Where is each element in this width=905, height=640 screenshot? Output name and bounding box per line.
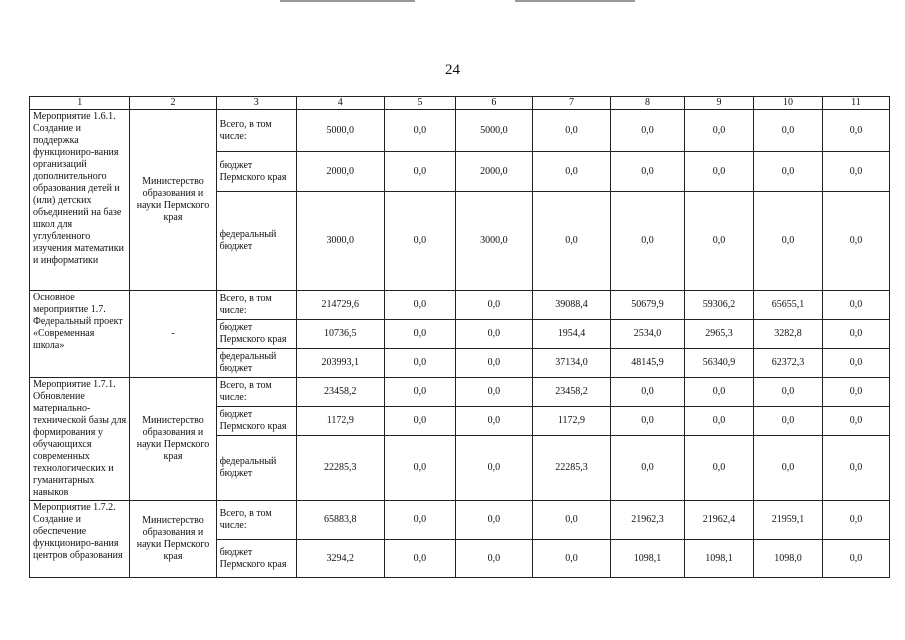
amount-cell: 0,0 [685, 407, 754, 436]
executor-cell: Министерство образования и науки Пермского края [130, 501, 216, 578]
amount-cell: 3000,0 [296, 192, 384, 291]
top-rule-left [280, 0, 415, 2]
amount-cell: 21962,4 [685, 501, 754, 540]
column-header: 11 [822, 97, 889, 110]
amount-cell: 0,0 [822, 110, 889, 152]
amount-cell: 1098,1 [611, 540, 685, 578]
column-header: 9 [685, 97, 754, 110]
column-header: 1 [30, 97, 130, 110]
amount-cell: 0,0 [532, 192, 610, 291]
funding-source-cell: федеральный бюджет [216, 349, 296, 378]
funding-source-cell: бюджет Пермского края [216, 540, 296, 578]
amount-cell: 0,0 [685, 192, 754, 291]
amount-cell: 0,0 [384, 192, 455, 291]
amount-cell: 0,0 [685, 378, 754, 407]
amount-cell: 0,0 [822, 501, 889, 540]
amount-cell: 0,0 [611, 436, 685, 501]
column-header: 8 [611, 97, 685, 110]
amount-cell: 62372,3 [754, 349, 823, 378]
amount-cell: 39088,4 [532, 291, 610, 320]
amount-cell: 0,0 [754, 407, 823, 436]
amount-cell: 0,0 [822, 152, 889, 192]
amount-cell: 1172,9 [296, 407, 384, 436]
column-header: 4 [296, 97, 384, 110]
column-header: 3 [216, 97, 296, 110]
amount-cell: 0,0 [532, 152, 610, 192]
amount-cell: 0,0 [455, 291, 532, 320]
amount-cell: 0,0 [754, 152, 823, 192]
funding-source-cell: федеральный бюджет [216, 192, 296, 291]
funding-source-cell: Всего, в том числе: [216, 501, 296, 540]
top-rule-right [515, 0, 635, 2]
column-header: 5 [384, 97, 455, 110]
table-row [30, 291, 890, 320]
amount-cell: 3282,8 [754, 320, 823, 349]
amount-cell: 65883,8 [296, 501, 384, 540]
amount-cell: 0,0 [384, 501, 455, 540]
amount-cell: 0,0 [822, 540, 889, 578]
amount-cell: 0,0 [384, 110, 455, 152]
amount-cell: 5000,0 [455, 110, 532, 152]
funding-source-cell: Всего, в том числе: [216, 378, 296, 407]
executor-cell: - [130, 291, 216, 378]
amount-cell: 0,0 [754, 192, 823, 291]
executor-cell: Министерство образования и науки Пермского края [130, 378, 216, 501]
amount-cell: 0,0 [455, 320, 532, 349]
amount-cell: 1098,0 [754, 540, 823, 578]
column-header: 2 [130, 97, 216, 110]
amount-cell: 50679,9 [611, 291, 685, 320]
amount-cell: 0,0 [822, 407, 889, 436]
amount-cell: 0,0 [611, 407, 685, 436]
executor-cell: Министерство образования и науки Пермского края [130, 110, 216, 291]
amount-cell: 22285,3 [296, 436, 384, 501]
amount-cell: 0,0 [685, 152, 754, 192]
budget-table [29, 96, 890, 578]
funding-source-cell: Всего, в том числе: [216, 110, 296, 152]
amount-cell: 2000,0 [455, 152, 532, 192]
table-header-row [30, 97, 890, 110]
amount-cell: 21962,3 [611, 501, 685, 540]
amount-cell: 0,0 [822, 349, 889, 378]
amount-cell: 0,0 [455, 436, 532, 501]
amount-cell: 0,0 [455, 407, 532, 436]
activity-name-cell: Мероприятие 1.7.2. Создание и обеспечение функциониро-вания центров образования [30, 501, 130, 578]
amount-cell: 5000,0 [296, 110, 384, 152]
amount-cell: 0,0 [822, 320, 889, 349]
amount-cell: 1172,9 [532, 407, 610, 436]
page-number: 24 [445, 62, 460, 78]
amount-cell: 65655,1 [754, 291, 823, 320]
amount-cell: 0,0 [384, 320, 455, 349]
amount-cell: 0,0 [384, 378, 455, 407]
amount-cell: 0,0 [455, 501, 532, 540]
table-row [30, 110, 890, 152]
amount-cell: 0,0 [754, 378, 823, 407]
amount-cell: 3000,0 [455, 192, 532, 291]
funding-source-cell: бюджет Пермского края [216, 152, 296, 192]
amount-cell: 203993,1 [296, 349, 384, 378]
table-row [30, 501, 890, 540]
amount-cell: 0,0 [455, 540, 532, 578]
amount-cell: 0,0 [754, 436, 823, 501]
amount-cell: 214729,6 [296, 291, 384, 320]
amount-cell: 2534,0 [611, 320, 685, 349]
amount-cell: 1098,1 [685, 540, 754, 578]
amount-cell: 0,0 [611, 378, 685, 407]
amount-cell: 0,0 [384, 436, 455, 501]
activity-name-cell: Мероприятие 1.6.1. Создание и поддержка функциониро-вания организаций дополнительного образования детей и (или) детских объединений на базе школ для углубленного изучения математики и информатики [30, 110, 130, 291]
amount-cell: 0,0 [455, 349, 532, 378]
amount-cell: 0,0 [384, 407, 455, 436]
amount-cell: 0,0 [384, 349, 455, 378]
amount-cell: 2965,3 [685, 320, 754, 349]
funding-source-cell: федеральный бюджет [216, 436, 296, 501]
amount-cell: 0,0 [822, 436, 889, 501]
funding-source-cell: бюджет Пермского края [216, 320, 296, 349]
amount-cell: 0,0 [532, 501, 610, 540]
amount-cell: 56340,9 [685, 349, 754, 378]
amount-cell: 1954,4 [532, 320, 610, 349]
column-header: 7 [532, 97, 610, 110]
amount-cell: 10736,5 [296, 320, 384, 349]
activity-name-cell: Основное мероприятие 1.7. Федеральный проект «Современная школа» [30, 291, 130, 378]
amount-cell: 22285,3 [532, 436, 610, 501]
table-body [30, 97, 890, 578]
amount-cell: 0,0 [384, 152, 455, 192]
amount-cell: 0,0 [822, 192, 889, 291]
amount-cell: 0,0 [611, 192, 685, 291]
amount-cell: 0,0 [611, 152, 685, 192]
amount-cell: 0,0 [685, 436, 754, 501]
column-header: 10 [754, 97, 823, 110]
amount-cell: 23458,2 [532, 378, 610, 407]
amount-cell: 59306,2 [685, 291, 754, 320]
funding-source-cell: Всего, в том числе: [216, 291, 296, 320]
amount-cell: 3294,2 [296, 540, 384, 578]
amount-cell: 0,0 [754, 110, 823, 152]
amount-cell: 0,0 [532, 110, 610, 152]
amount-cell: 0,0 [685, 110, 754, 152]
amount-cell: 0,0 [455, 378, 532, 407]
amount-cell: 0,0 [384, 540, 455, 578]
amount-cell: 37134,0 [532, 349, 610, 378]
amount-cell: 0,0 [611, 110, 685, 152]
amount-cell: 48145,9 [611, 349, 685, 378]
amount-cell: 2000,0 [296, 152, 384, 192]
column-header: 6 [455, 97, 532, 110]
amount-cell: 0,0 [384, 291, 455, 320]
funding-source-cell: бюджет Пермского края [216, 407, 296, 436]
amount-cell: 0,0 [532, 540, 610, 578]
amount-cell: 21959,1 [754, 501, 823, 540]
amount-cell: 0,0 [822, 291, 889, 320]
table-row [30, 378, 890, 407]
amount-cell: 23458,2 [296, 378, 384, 407]
amount-cell: 0,0 [822, 378, 889, 407]
activity-name-cell: Мероприятие 1.7.1. Обновление материально-технической базы для формирования у обучающихся современных технологических и гуманитарных навыков [30, 378, 130, 501]
